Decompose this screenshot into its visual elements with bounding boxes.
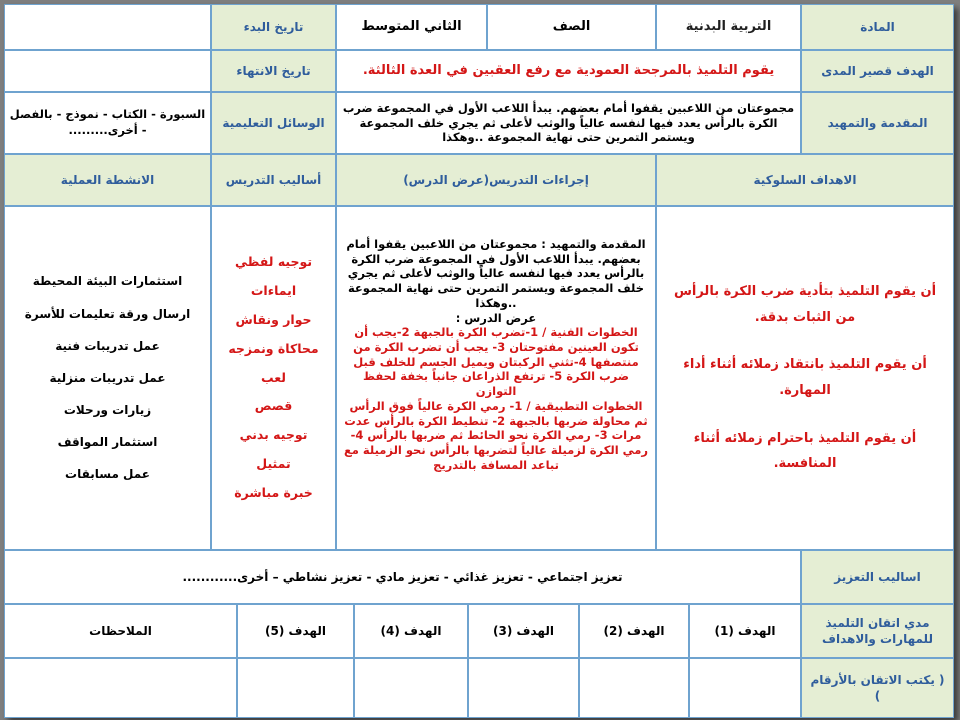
- aids-label: الوسائل التعليمية: [211, 92, 336, 154]
- goal-4-mastery-cell[interactable]: [354, 658, 468, 718]
- methods-list: [211, 206, 336, 550]
- method-item: لعب: [261, 369, 286, 385]
- method-item: توجيه لفظي: [234, 254, 313, 270]
- activity-item: استثمار المواقف: [57, 435, 158, 450]
- aids-value: السبورة - الكتاب - نموذج - بالفصل - أخرى.........: [4, 92, 211, 154]
- applied-steps: الخطوات التطبيقية / 1- رمي الكرة عالياً فوق الرأس ثم محاولة ضربها بالجبهة 2- تنطيط الكرة بالرأس عدت مرات 3- رمي الكرة نحو الحائط ثم ضربها بالرأس 4-رمي الكرة لزميلة عالياً لتضربها بالرأس نحو الزميلة مع تباعد المسافة بالتدريج: [343, 398, 649, 472]
- behavioral-goals-list: [656, 206, 954, 550]
- procedures-content: [336, 206, 656, 550]
- method-item: ايماءات: [250, 282, 297, 298]
- method-item: حوار ونقاش: [235, 311, 312, 327]
- goal-line: من الثبات بدقة.: [754, 309, 856, 325]
- activities-list: [4, 206, 211, 550]
- goal-header-1: الهدف (1): [689, 604, 801, 658]
- goal-line: المهارة.: [779, 383, 831, 398]
- notes-header: الملاحظات: [4, 604, 237, 658]
- subject-label: المادة: [801, 4, 954, 50]
- end-date-value[interactable]: [4, 50, 211, 92]
- method-item: تمثيل: [256, 456, 291, 472]
- mastery-label: مدي اتقان التلميذ للمهارات والاهداف: [801, 604, 954, 658]
- goal-header-3: الهدف (3): [468, 604, 579, 658]
- grade-label: الصف: [487, 4, 656, 50]
- activity-item: استثمارات البيئة المحيطة: [32, 274, 183, 289]
- activity-item: عمل تدريبات فنية: [55, 338, 160, 353]
- reinforcement-value: تعزيز اجتماعي - تعزيز غذائي - تعزيز مادي - تعزيز نشاطي – أخرى............: [4, 550, 801, 604]
- goal-2-mastery-cell[interactable]: [579, 658, 689, 718]
- goal-line: المنافسة.: [773, 456, 837, 472]
- activity-item: عمل مسابقات: [65, 467, 150, 482]
- short-goal-value: يقوم التلميذ بالمرجحة العمودية مع رفع العقبين في العدة الثالثة.: [336, 50, 801, 92]
- procedures-header: إجراءات التدريس(عرض الدرس): [336, 154, 656, 206]
- goal-5-mastery-cell[interactable]: [237, 658, 354, 718]
- procedures-intro-text: مجموعتان من اللاعبين يقفوا أمام بعضهم. يبدأ اللاعب الأول في المجموعة ضرب الكرة بالرأس يعدد فيها لنفسه عالياً والوثب لأعلى ثم يجري خلف المجموعة ويستمر التمرين حتى نهاية المجموعة ..وهكذا: [346, 237, 645, 310]
- subject-value: التربية البدنية: [656, 4, 801, 50]
- method-item: خبرة مباشرة: [234, 485, 313, 501]
- start-date-value[interactable]: [4, 4, 211, 50]
- goal-line: أن يقوم التلميذ بتأدية ضرب الكرة بالرأس: [673, 284, 937, 300]
- goal-3-mastery-cell[interactable]: [468, 658, 579, 718]
- goal-header-2: الهدف (2): [579, 604, 689, 658]
- activity-item: عمل تدريبات منزلية: [49, 370, 166, 385]
- intro-value: مجموعتان من اللاعبين يقفوا أمام بعضهم. يبدأ اللاعب الأول في المجموعة ضرب الكرة بالرأس يعدد فيها لنفسه عالياً والوثب لأعلى ثم يجري خلف المجموعة ويستمر التمرين حتى نهاية المجموعة ..وهكذا: [336, 92, 801, 154]
- start-date-label: تاريخ البدء: [211, 4, 336, 50]
- goal-line: أن يقوم التلميذ بانتقاد زملائه أثناء أداء: [683, 357, 927, 373]
- goal-header-5: الهدف (5): [237, 604, 354, 658]
- activities-header: الانشطة العملية: [4, 154, 211, 206]
- activity-item: زيارات ورحلات: [63, 403, 152, 418]
- goal-line: أن يقوم التلميذ باحترام زملائه أثناء: [693, 430, 917, 446]
- intro-label: المقدمة والتمهيد: [801, 92, 954, 154]
- reinforcement-label: اساليب التعزيز: [801, 550, 954, 604]
- grade-value: الثاني المتوسط: [336, 4, 487, 50]
- activity-item: ارسال ورقة تعليمات للأسرة: [24, 306, 191, 321]
- presentation-title: عرض الدرس :: [455, 310, 537, 325]
- notes-cell[interactable]: [4, 658, 237, 718]
- lesson-plan-page: [4, 4, 954, 718]
- goal-1-mastery-cell[interactable]: [689, 658, 801, 718]
- methods-header: أساليب التدريس: [211, 154, 336, 206]
- method-item: محاكاة ونمزجه: [228, 340, 319, 356]
- end-date-label: تاريخ الانتهاء: [211, 50, 336, 92]
- procedures-intro-title: المقدمة والتمهيد :: [541, 237, 646, 251]
- technical-steps: الخطوات الفنية / 1-تضرب الكرة بالجبهة 2-يجب أن تكون العينين مفتوحتان 3- يجب أن تضرب الكرة من منتصفها 4-تثني الركبتان ويميل الجسم للخلف قبل ضرب الكرة 5- ترتفع الذراعان جانباً بخفة لحفظ التوازن: [353, 325, 639, 399]
- goal-header-4: الهدف (4): [354, 604, 468, 658]
- method-item: قصص: [254, 398, 293, 414]
- behavioral-goals-header: الاهداف السلوكية: [656, 154, 954, 206]
- short-goal-label: الهدف قصير المدى: [801, 50, 954, 92]
- numbers-note: ( يكتب الاتقان بالأرقام ): [801, 658, 954, 718]
- procedures-intro: [343, 237, 649, 311]
- method-item: توجيه بدني: [239, 427, 308, 443]
